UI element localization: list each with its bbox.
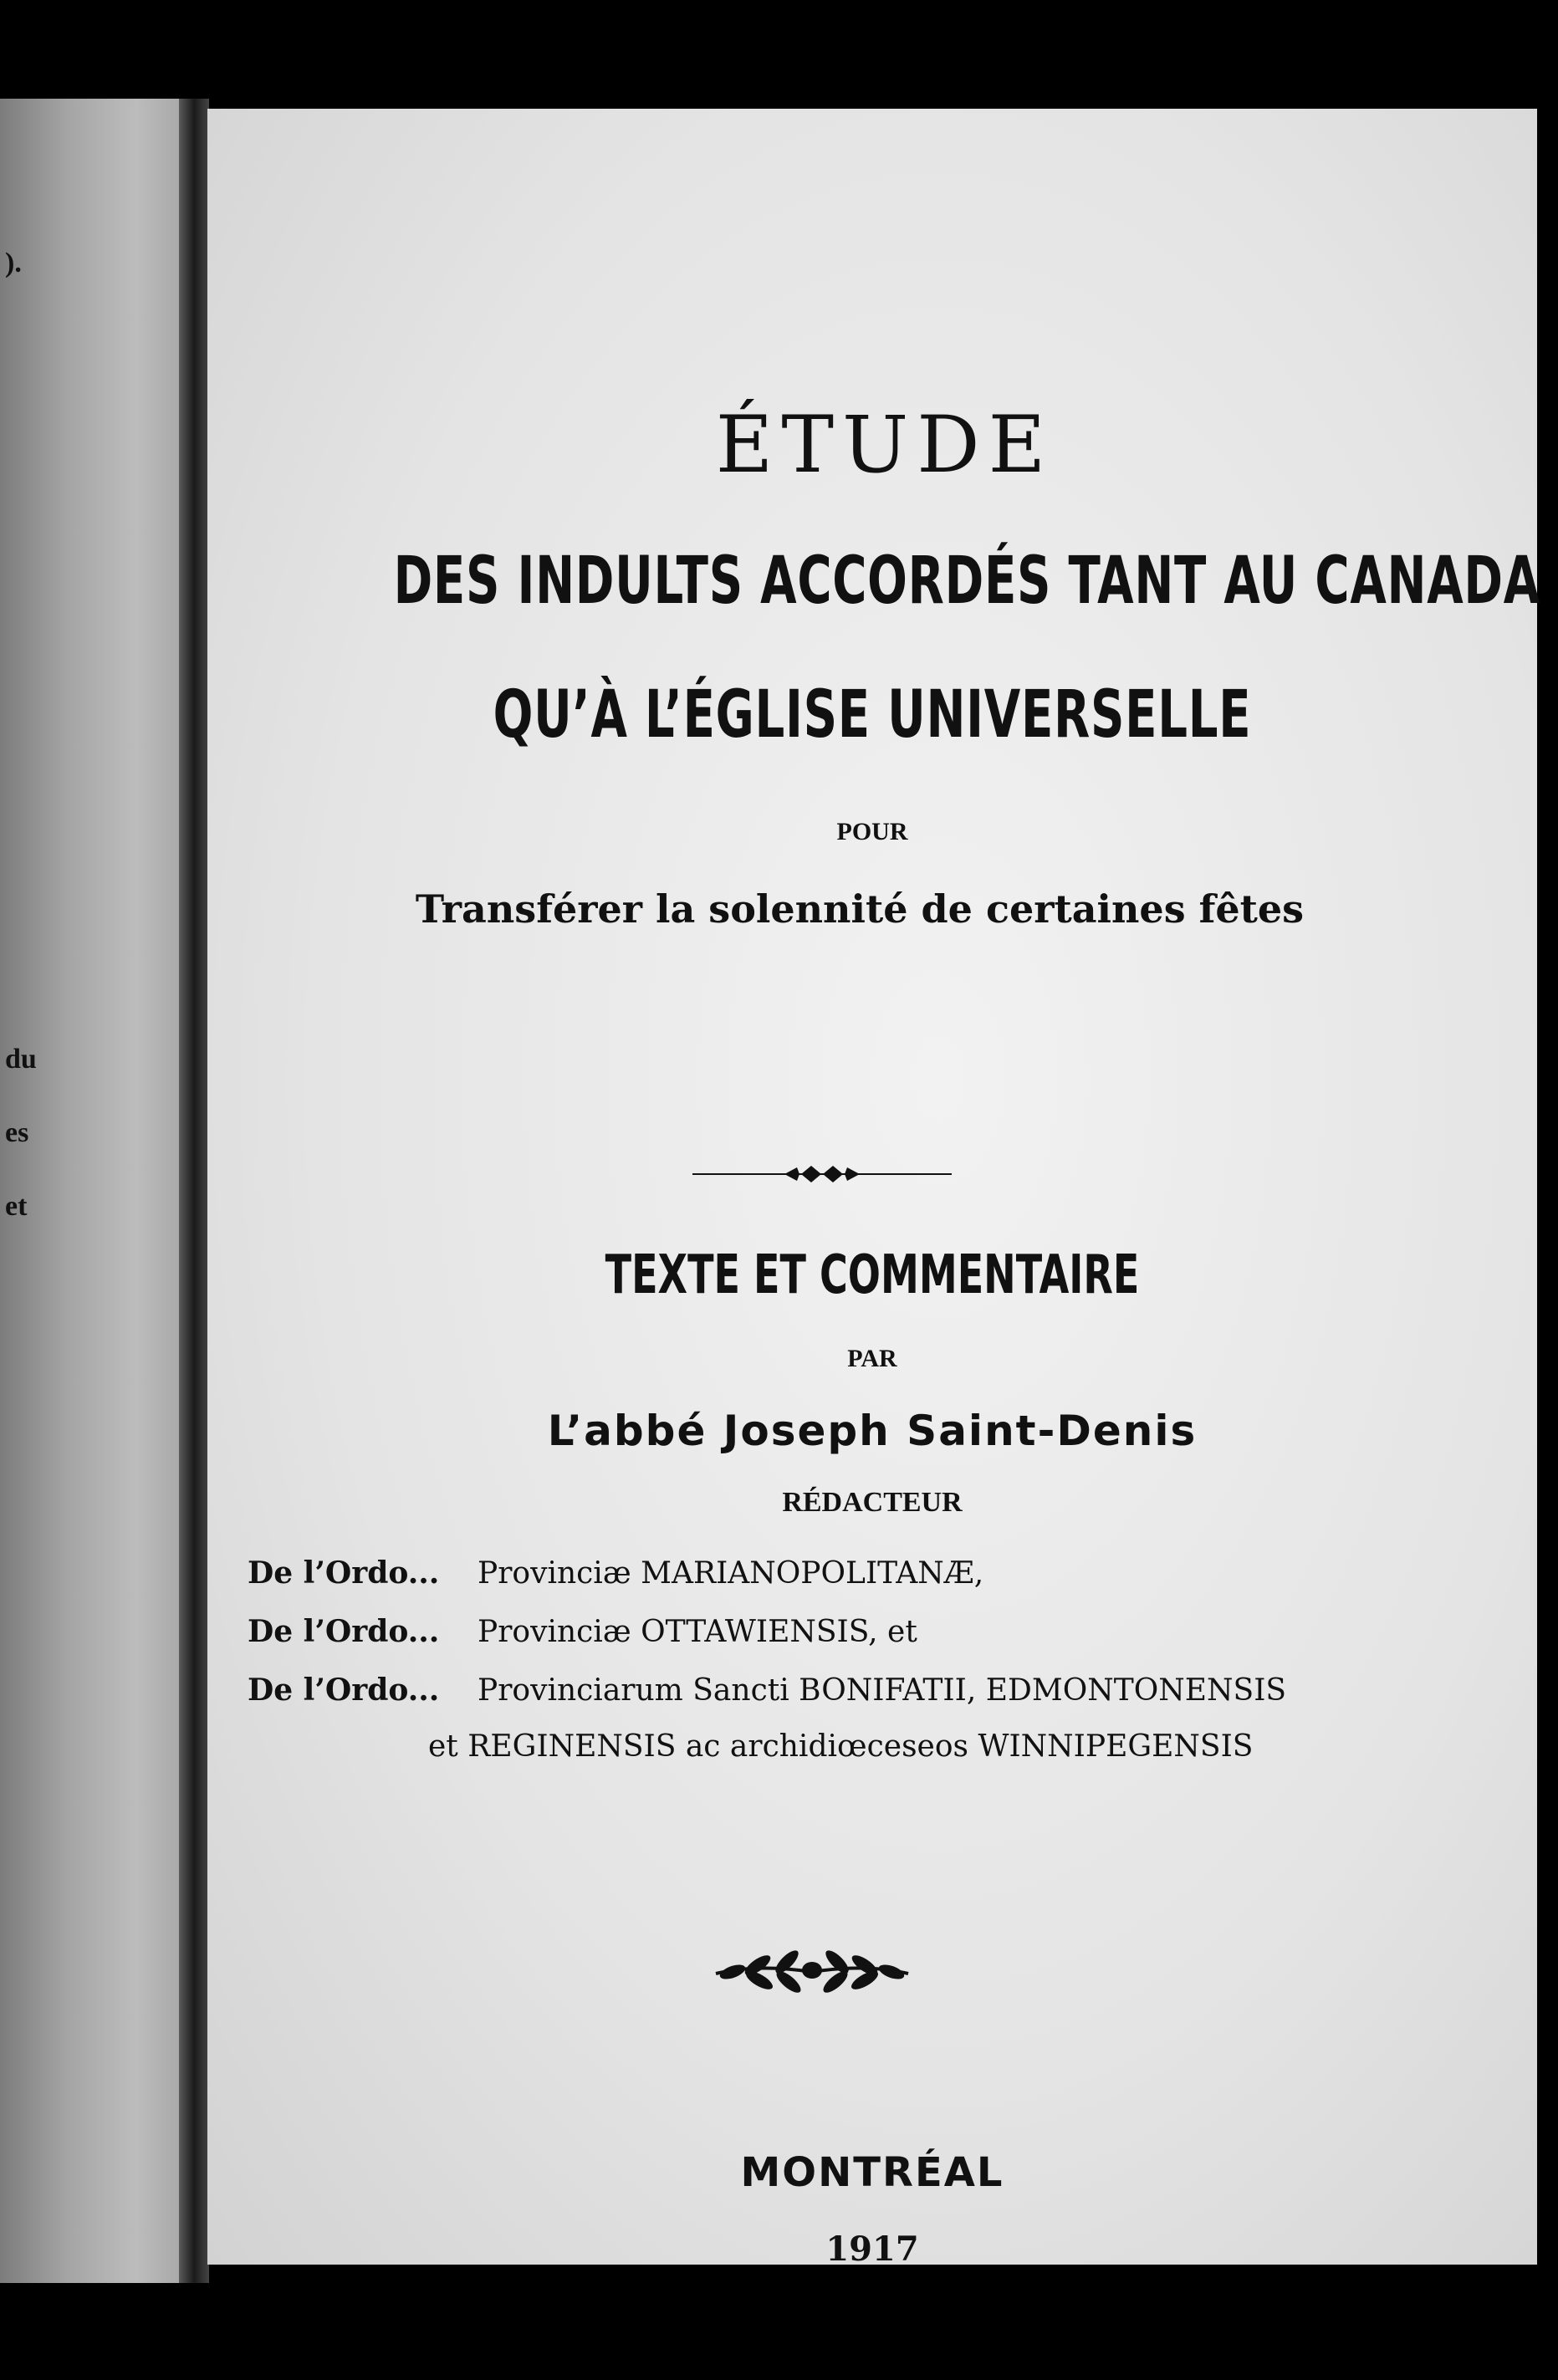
ordo-line: [248, 1555, 983, 1591]
author-name: L’abbé Joseph Saint-Denis: [547, 1407, 1198, 1455]
ordo-continuation: et REGINENSIS ac archidiœceseos WINNIPEGENSIS: [428, 1729, 1254, 1764]
title-line-2: QU’À L’ÉGLISE UNIVERSELLE: [493, 677, 1252, 753]
author-role: RÉDACTEUR: [782, 1487, 963, 1518]
subtitle: TEXTE ET COMMENTAIRE: [605, 1244, 1140, 1306]
ordo-text: Provinciæ MARIANOPOLITANÆ,: [478, 1556, 984, 1591]
leaf-ornament: [707, 1947, 917, 1997]
facing-page-edge: [0, 99, 194, 2283]
pour-label: POUR: [836, 818, 908, 845]
facing-page-fragment: et: [5, 1191, 28, 1222]
ordo-line: [248, 1614, 917, 1649]
imprint-city: MONTRÉAL: [740, 2149, 1004, 2196]
ordo-label: De l’Ordo...: [248, 1555, 440, 1591]
facing-page-fragment: es: [5, 1117, 29, 1148]
title-page: [207, 109, 1540, 2269]
facing-page-fragment: ).: [5, 248, 22, 278]
title-line-1: DES INDULTS ACCORDÉS TANT AU CANADA: [393, 544, 1540, 619]
ordo-text: Provinciæ OTTAWIENSIS, et: [478, 1615, 917, 1649]
ordo-text: Provinciarum Sancti BONIFATII, EDMONTONENSIS: [478, 1673, 1287, 1708]
decorative-rule-ornament: [692, 1164, 952, 1184]
ordo-label: De l’Ordo...: [248, 1614, 440, 1649]
title-etude: ÉTUDE: [715, 400, 1055, 491]
imprint-year: 1917: [825, 2229, 919, 2269]
purpose-line: Transférer la solennité de certaines fêtes: [415, 886, 1305, 932]
book-gutter: [179, 99, 209, 2283]
facing-page-fragment: du: [5, 1044, 37, 1075]
ordo-label: De l’Ordo...: [248, 1673, 440, 1708]
ordo-line: [248, 1673, 1286, 1708]
par-label: PAR: [847, 1345, 897, 1372]
